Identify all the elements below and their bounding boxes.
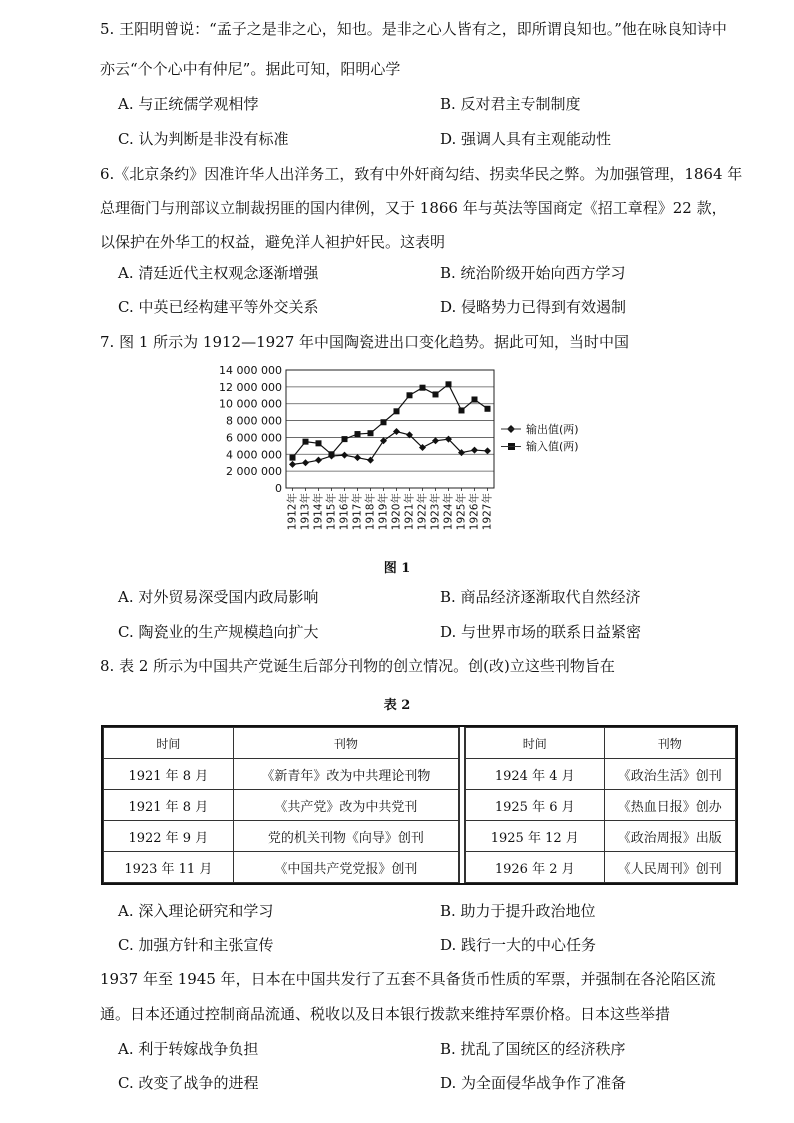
q7-option-a: A. 对外贸易深受国内政局影响 [118, 588, 319, 606]
chart-x-tick-label: 1927年 [481, 493, 494, 531]
chart-x-tick-label: 1913年 [299, 493, 312, 531]
import-data-point [381, 419, 387, 425]
import-data-point [420, 385, 426, 391]
row-publication: 《新青年》改为中共理论刊物 [233, 759, 458, 790]
q8-option-b: B. 助力于提升政治地位 [440, 902, 596, 920]
import-data-point [355, 431, 361, 437]
legend-import-label: 输入值(两) [526, 440, 579, 453]
row-time: 1922 年 9 月 [104, 821, 234, 852]
chart-y-tick-label: 14 000 000 [219, 364, 282, 377]
q6-stem-line1: 6.《北京条约》因准许华人出洋务工，致有中外奸商勾结、拐卖华民之弊。为加强管理，1864 年 [100, 165, 743, 183]
q6-option-b: B. 统治阶级开始向西方学习 [440, 264, 626, 282]
import-data-point [368, 430, 374, 436]
chart-y-tick-label: 12 000 000 [219, 380, 282, 394]
export-series-line [293, 432, 488, 465]
chart-x-tick-label: 1920年 [390, 493, 403, 531]
chart-y-tick-labels [219, 364, 282, 495]
q6-option-d: D. 侵略势力已得到有效遏制 [440, 298, 627, 316]
header-time: 时间 [466, 728, 605, 759]
chart-x-tick-label: 1914年 [312, 493, 325, 531]
publications-table-right [465, 727, 736, 883]
row-publication: 《热血日报》创办 [604, 790, 736, 821]
table-row [466, 821, 736, 852]
table-header-row [466, 728, 736, 759]
row-publication: 《共产党》改为中共党刊 [233, 790, 458, 821]
chart-y-tick-label: 8 000 000 [226, 414, 282, 428]
row-time: 1921 年 8 月 [104, 759, 234, 790]
q6-stem-line3: 以保护在外华工的权益，避免洋人袒护奸民。这表明 [100, 233, 446, 251]
export-data-point [432, 437, 439, 444]
chart-gridlines [286, 370, 494, 488]
q9-option-a: A. 利于转嫁战争负担 [118, 1040, 259, 1058]
export-data-point [354, 454, 361, 461]
chart-legend [501, 422, 579, 453]
table-2-caption: 表 2 [383, 698, 411, 713]
q5-stem-line1: 5. 王阳明曾说：“孟子之是非之心，知也。是非之心人皆有之，即所谓良知也。”他在咏良知诗中 [100, 20, 727, 38]
chart-x-tick-label: 1925年 [455, 493, 468, 531]
table-row [104, 790, 459, 821]
q8-option-c: C. 加强方针和主张宣传 [118, 936, 274, 954]
chart-x-tick-label: 1916年 [338, 493, 351, 531]
import-data-point [342, 436, 348, 442]
import-data-point [290, 455, 296, 461]
row-time: 1925 年 6 月 [466, 790, 605, 821]
chart-x-tick-labels [286, 488, 494, 530]
row-publication: 《人民周刊》创刊 [604, 852, 736, 883]
q9-option-b: B. 扰乱了国统区的经济秩序 [440, 1040, 626, 1058]
q5-option-a: A. 与正统儒学观相悖 [118, 95, 259, 113]
export-data-point [484, 447, 491, 454]
import-data-point [459, 407, 465, 413]
table-row [104, 821, 459, 852]
figure-1-caption: 图 1 [383, 561, 411, 576]
chart-y-tick-label: 4 000 000 [226, 448, 282, 462]
chart-x-tick-label: 1919年 [377, 493, 390, 531]
q6-option-c: C. 中英已经构建平等外交关系 [118, 298, 319, 316]
q9-option-c: C. 改变了战争的进程 [118, 1074, 259, 1092]
chart-x-tick-label: 1921年 [403, 493, 416, 531]
row-publication: 《中国共产党党报》创刊 [233, 852, 458, 883]
q9-stem-line1: 1937 年至 1945 年，日本在中国共发行了五套不具备货币性质的军票，并强制在各沦陷区流 [100, 970, 716, 988]
q8-stem-line1: 8. 表 2 所示为中国共产党诞生后部分刊物的创立情况。创(改)立这些刊物旨在 [100, 657, 615, 675]
q8-option-d: D. 践行一大的中心任务 [440, 936, 597, 954]
publications-table [101, 725, 738, 885]
chart-x-tick-label: 1912年 [286, 493, 299, 531]
row-time: 1923 年 11 月 [104, 852, 234, 883]
header-publication: 刊物 [604, 728, 736, 759]
row-publication: 《政治周报》出版 [604, 821, 736, 852]
q6-option-a: A. 清廷近代主权观念逐渐增强 [118, 264, 319, 282]
export-data-point [367, 457, 374, 464]
import-series-line [293, 384, 488, 457]
chart-y-tick-label: 6 000 000 [226, 431, 282, 445]
import-data-point [485, 406, 491, 412]
trade-line-chart [200, 358, 620, 558]
table-row [466, 759, 736, 790]
chart-x-tick-label: 1922年 [416, 493, 429, 531]
chart-plot-frame [286, 370, 494, 488]
export-data-point [471, 447, 478, 454]
q5-option-d: D. 强调人具有主观能动性 [440, 130, 612, 148]
q8-option-a: A. 深入理论研究和学习 [118, 902, 274, 920]
q5-option-b: B. 反对君主专制制度 [440, 95, 581, 113]
q7-option-b: B. 商品经济逐渐取代自然经济 [440, 588, 641, 606]
table-row [466, 790, 736, 821]
q5-stem-line2: 亦云“个个心中有仲尼”。据此可知，阳明心学 [100, 60, 401, 78]
header-time: 时间 [104, 728, 234, 759]
import-data-point [316, 440, 322, 446]
chart-x-tick-label: 1918年 [364, 493, 377, 531]
q5-option-c: C. 认为判断是非没有标准 [118, 130, 289, 148]
row-time: 1924 年 4 月 [466, 759, 605, 790]
import-data-point [407, 392, 413, 398]
import-data-point [303, 439, 309, 445]
row-publication: 《政治生活》创刊 [604, 759, 736, 790]
import-data-point [329, 451, 335, 457]
export-data-point [289, 461, 296, 468]
publications-table-left [103, 727, 459, 883]
chart-series [289, 381, 491, 468]
table-header-row [104, 728, 459, 759]
table-row [104, 759, 459, 790]
legend-export-label: 输出值(两) [526, 423, 579, 436]
import-data-point [394, 408, 400, 414]
q9-stem-line2: 通。日本还通过控制商品流通、税收以及日本银行拨款来维持军票价格。日本这些举措 [100, 1005, 671, 1023]
chart-x-tick-label: 1923年 [429, 493, 442, 531]
row-time: 1926 年 2 月 [466, 852, 605, 883]
chart-x-tick-label: 1917年 [351, 493, 364, 531]
table-row [466, 852, 736, 883]
chart-x-tick-label: 1924年 [442, 493, 455, 531]
header-publication: 刊物 [233, 728, 458, 759]
import-data-point [433, 391, 439, 397]
chart-y-tick-label: 0 [275, 482, 282, 495]
row-publication: 党的机关刊物《向导》创刊 [233, 821, 458, 852]
export-data-point [341, 452, 348, 459]
q9-option-d: D. 为全面侵华战争作了准备 [440, 1074, 627, 1092]
export-data-point [302, 459, 309, 466]
table-row [104, 852, 459, 883]
q7-stem-line1: 7. 图 1 所示为 1912—1927 年中国陶瓷进出口变化趋势。据此可知，当时中国 [100, 333, 630, 351]
chart-y-tick-label: 2 000 000 [226, 465, 282, 479]
q6-stem-line2: 总理衙门与刑部议立制裁拐匪的国内律例，又于 1866 年与英法等国商定《招工章程》22 款， [100, 199, 727, 217]
q7-option-d: D. 与世界市场的联系日益紧密 [440, 623, 642, 641]
import-data-point [446, 381, 452, 387]
import-data-point [472, 397, 478, 403]
row-time: 1925 年 12 月 [466, 821, 605, 852]
chart-x-tick-label: 1915年 [325, 493, 338, 531]
q7-option-c: C. 陶瓷业的生产规模趋向扩大 [118, 623, 319, 641]
row-time: 1921 年 8 月 [104, 790, 234, 821]
export-data-point [315, 457, 322, 464]
chart-x-tick-label: 1926年 [468, 493, 481, 531]
chart-y-tick-label: 10 000 000 [219, 397, 282, 411]
